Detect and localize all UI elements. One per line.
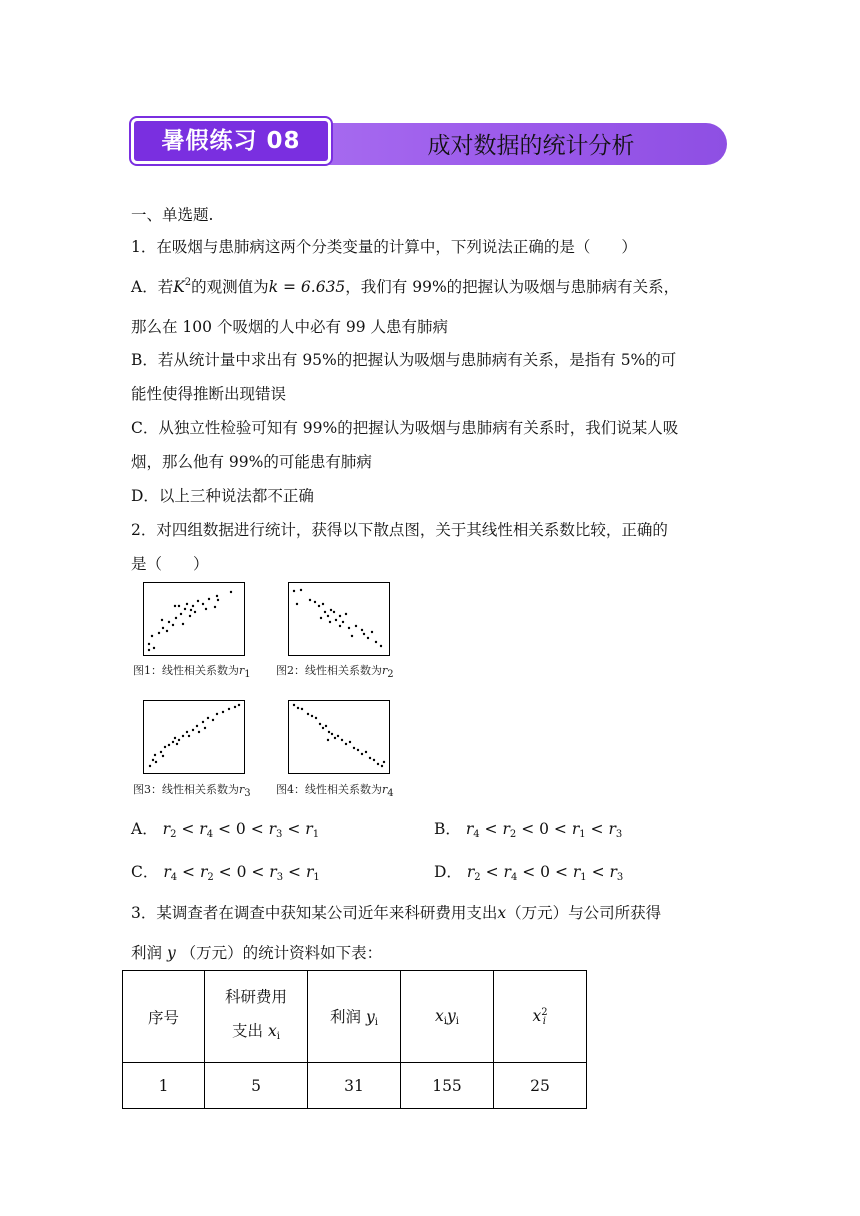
q2-option-a: A． $r_2 < r_4 < 0 < r_3 < r_1$	[131, 820, 320, 840]
table-cell: 25	[494, 1063, 587, 1109]
table-cell: 5	[205, 1063, 308, 1109]
header-profit: 利润 $y_i$	[308, 971, 401, 1063]
table-header-row	[123, 971, 587, 1063]
table-row	[123, 1063, 587, 1109]
table-cell: 155	[401, 1063, 494, 1109]
title-banner	[131, 118, 727, 168]
header-index: 序号	[123, 971, 205, 1063]
caption-1: 图1：线性相关系数为r1	[133, 664, 251, 680]
q2-option-c: C． $r_4 < r_2 < 0 < r_3 < r_1$	[131, 863, 320, 883]
q1-option-b-cont: 能性使得推断出现错误	[131, 385, 287, 403]
q2-option-d: D． $r_2 < r_4 < 0 < r_1 < r_3$	[434, 863, 624, 883]
scatter-plot-1	[143, 582, 245, 656]
q1-a-k: K	[173, 278, 185, 296]
q2-option-b: B． $r_4 < r_2 < 0 < r_1 < r_3$	[434, 820, 623, 840]
scatter-plot-2	[288, 582, 390, 656]
q1-a-post: ，我们有 99%的把握认为吸烟与患肺病有关系，	[345, 278, 680, 296]
q1-a-prefix: A．若	[131, 278, 174, 296]
q3-table	[122, 970, 587, 1109]
scatter-plot-3	[143, 700, 245, 774]
q1-option-b: B．若从统计量中求出有 95%的把握认为吸烟与患肺病有关系，是指有 5%的可	[131, 351, 677, 369]
q1-option-c: C．从独立性检验可知有 99%的把握认为吸烟与患肺病有关系时，我们说某人吸	[131, 419, 679, 437]
caption-3: 图3：线性相关系数为r3	[133, 783, 251, 799]
header-x-squared: x2 i	[494, 971, 587, 1063]
q2-stem: 2．对四组数据进行统计，获得以下散点图，关于其线性相关系数比较，正确的	[131, 521, 668, 539]
caption-2: 图2：线性相关系数为r2	[276, 664, 394, 680]
page-title: 成对数据的统计分析	[427, 133, 635, 159]
q2-stem-cont: 是（ ）	[131, 555, 209, 573]
q1-a-mid: 的观测值为	[191, 278, 269, 296]
table-cell: 1	[123, 1063, 205, 1109]
q3-stem: 3．某调查者在调查中获知某公司近年来科研费用支出x（万元）与公司所获得	[131, 904, 662, 922]
q1-option-c-cont: 烟，那么他有 99%的可能患有肺病	[131, 453, 372, 471]
scatter-plot-4	[288, 700, 390, 774]
scatter-plot-3-svg	[143, 700, 245, 774]
section-heading: 一、单选题.	[131, 206, 214, 224]
table-cell: 31	[308, 1063, 401, 1109]
header-xy: $x_iy_i$	[401, 971, 494, 1063]
scatter-plot-4-svg	[288, 700, 390, 774]
exercise-tag: 暑假练习 08	[131, 118, 331, 164]
q1-option-d: D．以上三种说法都不正确	[131, 487, 314, 505]
q1-option-a-cont: 那么在 100 个吸烟的人中必有 99 人患有肺病	[131, 318, 449, 336]
q3-stem-cont: 利润 y （万元）的统计资料如下表：	[131, 944, 383, 962]
header-expense: 科研费用 支出 $x_i$	[205, 971, 308, 1063]
scatter-plot-1-svg	[143, 582, 245, 656]
q1-stem: 1．在吸烟与患肺病这两个分类变量的计算中，下列说法正确的是（ ）	[131, 238, 637, 256]
q1-option-a	[131, 275, 679, 297]
scatter-plot-2-svg	[288, 582, 390, 656]
q1-a-eq: k = 6.635	[268, 278, 346, 296]
caption-4: 图4：线性相关系数为r4	[276, 783, 394, 799]
q1-a-k-sup: 2	[184, 277, 192, 288]
